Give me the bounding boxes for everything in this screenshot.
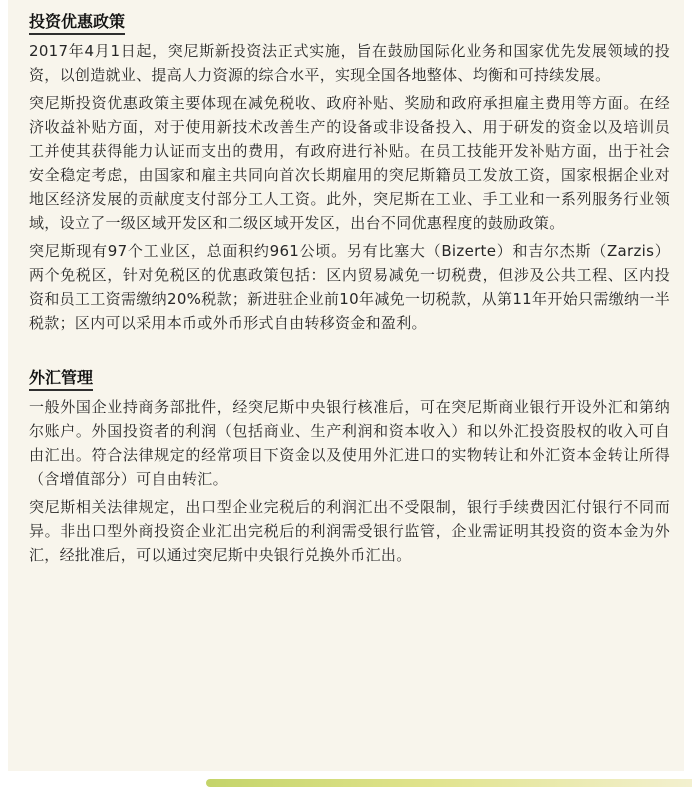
paragraph: 突尼斯相关法律规定，出口型企业完税后的利润汇出不受限制，银行手续费因汇付银行不同而异。非出口型外商投资企业汇出完税后的利润需受银行监管，企业需证明其投资的资本金为外汇，经批准后，可以通过突尼斯中央银行兑换外币汇出。 <box>29 498 670 564</box>
paragraph: 突尼斯现有97个工业区，总面积约961公顷。另有比塞大（Bizerte）和吉尔杰斯（Zarzis）两个免税区，针对免税区的优惠政策包括：区内贸易减免一切税费，但涉及公共工程、区内投资和员工工资需缴纳20%税款；新进驻企业前10年减免一切税款，从第11年开始只需缴纳一半税款；区内可以采用本币或外币形式自由转移资金和盈利。 <box>29 242 670 332</box>
paragraph: 突尼斯投资优惠政策主要体现在减免税收、政府补贴、奖励和政府承担雇主费用等方面。在经济收益补贴方面，对于使用新技术改善生产的设备或非设备投入、用于研发的资金以及培训员工并使其获得能力认证而支出的费用，有政府进行补贴。在员工技能开发补贴方面，出于社会安全稳定考虑，由国家和雇主共同向首次长期雇用的突尼斯籍员工发放工资，国家根据企业对地区经济发展的贡献度支付部分工人工资。此外，突尼斯在工业、手工业和一系列服务行业领域，设立了一级区域开发区和二级区域开发区，出台不同优惠程度的鼓励政策。 <box>29 94 670 232</box>
paragraph: 一般外国企业持商务部批件，经突尼斯中央银行核准后，可在突尼斯商业银行开设外汇和第纳尔账户。外国投资者的利润（包括商业、生产利润和资本收入）和以外汇投资股权的收入可自由汇出。符合法律规定的经常项目下资金以及使用外汇进口的实物转让和外汇资本金转让所得（含增值部分）可自由转汇。 <box>29 398 670 488</box>
article-panel <box>8 0 684 771</box>
paragraph: 2017年4月1日起，突尼斯新投资法正式实施，旨在鼓励国际化业务和国家优先发展领域的投资，以创造就业、提高人力资源的综合水平，实现全国各地整体、均衡和可持续发展。 <box>29 42 670 84</box>
decorative-footer-bar <box>206 779 692 787</box>
section-title-foreign-exchange: 外汇管理 <box>29 366 93 391</box>
section-title-investment-incentives: 投资优惠政策 <box>29 10 125 35</box>
section-investment-incentives <box>29 10 670 335</box>
section-foreign-exchange <box>29 366 670 567</box>
